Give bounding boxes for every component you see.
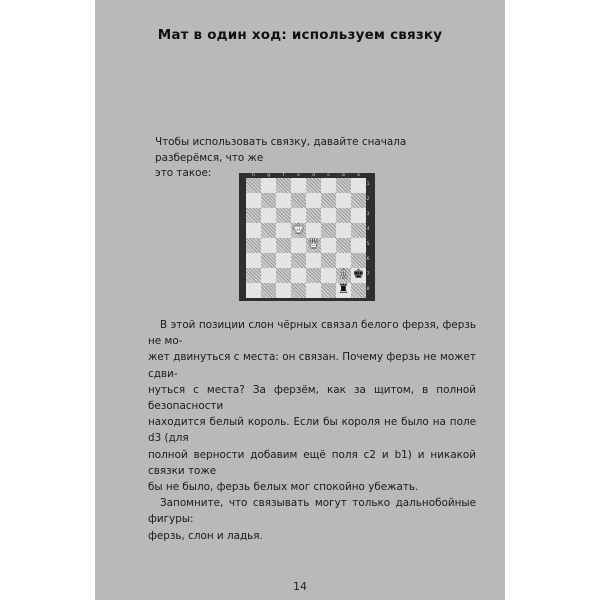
white-bishop-piece: ♗ <box>337 267 350 282</box>
chessboard-diagram <box>246 178 366 298</box>
board-square-g2 <box>261 193 276 208</box>
board-square-d4 <box>306 223 321 238</box>
board-square-c7 <box>321 268 336 283</box>
text-line: жет двинуться с места: он связан. Почему ферзь не может сдви- <box>148 351 476 380</box>
rank-label: 5 <box>366 242 370 247</box>
board-square-c4 <box>321 223 336 238</box>
intro-line-2: это такое: <box>155 167 212 180</box>
board-square-c6 <box>321 253 336 268</box>
board-square-c8 <box>321 283 336 298</box>
board-square-b1 <box>336 178 351 193</box>
board-square-g3 <box>261 208 276 223</box>
board-square-c2 <box>321 193 336 208</box>
board-square-e1 <box>291 178 306 193</box>
board-square-g1 <box>261 178 276 193</box>
rank-label: 4 <box>366 227 370 232</box>
file-label: c <box>327 173 330 178</box>
board-square-h5 <box>246 238 261 253</box>
board-square-g4 <box>261 223 276 238</box>
board-square-d5 <box>306 238 321 253</box>
board-square-g8 <box>261 283 276 298</box>
board-square-h4 <box>246 223 261 238</box>
board-square-h3 <box>246 208 261 223</box>
board-square-e3 <box>291 208 306 223</box>
board-square-e6 <box>291 253 306 268</box>
board-square-h1 <box>246 178 261 193</box>
board-square-f6 <box>276 253 291 268</box>
explanation-text <box>148 317 476 544</box>
intro-line-1: Чтобы использовать связку, давайте сначала разберёмся, что же <box>155 136 407 164</box>
rank-label: 2 <box>366 197 370 202</box>
board-square-f2 <box>276 193 291 208</box>
board-square-d8 <box>306 283 321 298</box>
file-label: d <box>312 173 315 178</box>
board-square-f5 <box>276 238 291 253</box>
file-label: e <box>297 173 300 178</box>
file-label: a <box>357 173 360 178</box>
board-square-b2 <box>336 193 351 208</box>
board-square-c1 <box>321 178 336 193</box>
board-square-f4 <box>276 223 291 238</box>
book-page <box>95 0 505 600</box>
rank-label: 6 <box>366 257 370 262</box>
board-square-b6 <box>336 253 351 268</box>
board-square-d2 <box>306 193 321 208</box>
text-line: полной верности добавим ещё поля c2 и b1) и никакой связки тоже <box>148 448 476 477</box>
board-square-c5 <box>321 238 336 253</box>
page-number: 14 <box>293 580 307 593</box>
text-line: В этой позиции слон чёрных связал белого ферзя, ферзь не мо- <box>148 319 476 348</box>
file-label: h <box>252 173 255 178</box>
board-square-e8 <box>291 283 306 298</box>
board-square-h8 <box>246 283 261 298</box>
board-square-d3 <box>306 208 321 223</box>
board-square-f1 <box>276 178 291 193</box>
file-label: b <box>342 173 345 178</box>
white-king-piece: ♚ <box>292 222 305 237</box>
board-square-h7 <box>246 268 261 283</box>
board-square-g6 <box>261 253 276 268</box>
rank-label: 7 <box>366 272 370 277</box>
board-square-h6 <box>246 253 261 268</box>
board-square-d6 <box>306 253 321 268</box>
board-square-b7 <box>336 268 351 283</box>
black-king-piece: ♚ <box>352 267 365 282</box>
board-square-g7 <box>261 268 276 283</box>
board-square-e7 <box>291 268 306 283</box>
text-line: бы не было, ферзь белых мог спокойно убежать. <box>148 481 419 494</box>
board-square-c3 <box>321 208 336 223</box>
rank-label: 1 <box>366 182 370 187</box>
text-line: Запомните, что связывать могут только дальнобойные фигуры: <box>148 497 476 526</box>
file-label: f <box>282 173 285 178</box>
board-square-e2 <box>291 193 306 208</box>
board-square-h2 <box>246 193 261 208</box>
file-label: g <box>267 173 270 178</box>
rank-label: 3 <box>366 212 370 217</box>
board-square-f7 <box>276 268 291 283</box>
black-rook-piece: ♜ <box>337 282 350 297</box>
board-square-b4 <box>336 223 351 238</box>
board-square-f8 <box>276 283 291 298</box>
text-line: ферзь, слон и ладья. <box>148 529 263 542</box>
board-square-b8 <box>336 283 351 298</box>
board-square-d7 <box>306 268 321 283</box>
board-square-b3 <box>336 208 351 223</box>
board-square-e5 <box>291 238 306 253</box>
page-title: Мат в один ход: используем связку <box>157 27 443 43</box>
white-queen-piece: ♛ <box>307 237 320 252</box>
rank-label: 8 <box>366 287 370 292</box>
board-square-d1 <box>306 178 321 193</box>
board-square-e4 <box>291 223 306 238</box>
board-square-f3 <box>276 208 291 223</box>
text-line: находится белый король. Если бы короля не было на поле d3 (для <box>148 416 476 445</box>
board-square-b5 <box>336 238 351 253</box>
text-line: нуться с места? За ферзём, как за щитом, в полной безопасности <box>148 383 476 413</box>
board-square-g5 <box>261 238 276 253</box>
